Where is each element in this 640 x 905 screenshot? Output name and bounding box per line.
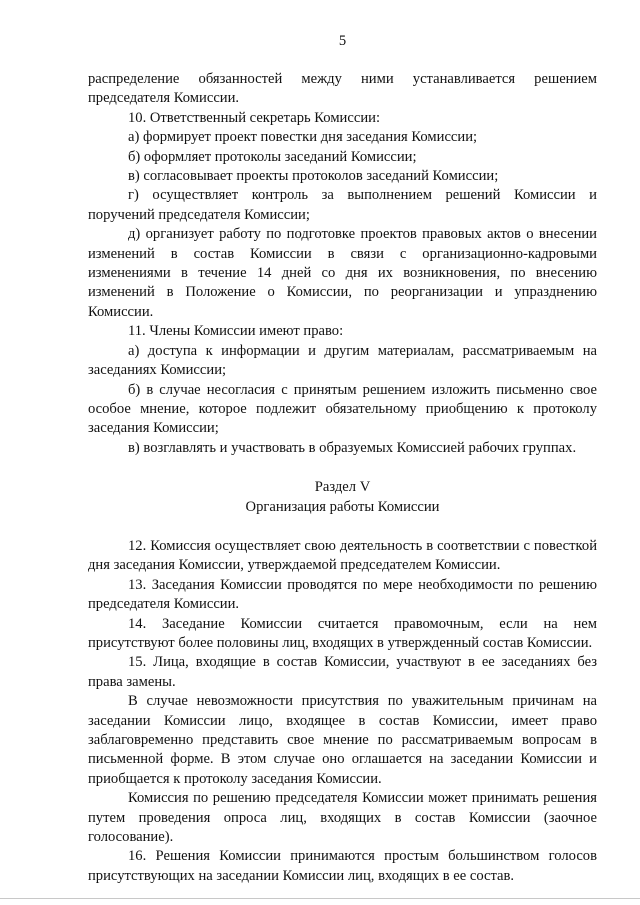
paragraph-10v: в) согласовывает проекты протоколов заседаний Комиссии; bbox=[128, 168, 499, 185]
spacer bbox=[88, 517, 597, 537]
spacer bbox=[88, 458, 597, 478]
paragraph-continuation: распределение обязанностей между ними устанавливается решением председателя Комиссии. bbox=[88, 71, 597, 107]
paragraph-10a: а) формирует проект повестки дня заседания Комиссии; bbox=[128, 129, 478, 146]
paragraph-item-13: 13. Заседания Комиссии проводятся по мере необходимости по решению председателя Комиссии. bbox=[88, 576, 597, 613]
paragraph-10b: б) оформляет протоколы заседаний Комиссии; bbox=[128, 148, 417, 165]
paragraph-absence: В случае невозможности присутствия по уважительным причинам на заседании Комиссии лицо, входящее в состав Комиссии, имеет право заблаговременно представить свое мнение по рассматриваемым вопросам в письменной форме. В этом случае оно оглашается на заседании Комиссии и приобщается к протоколу заседания Комиссии. bbox=[88, 693, 597, 787]
paragraph-item-10: 10. Ответственный секретарь Комиссии: bbox=[128, 109, 380, 126]
paragraph-item-11: 11. Члены Комиссии имеют право: bbox=[128, 323, 344, 340]
paragraph-absentee-voting: Комиссия по решению председателя Комиссии может принимать решения путем проведения опроса лиц, входящих в состав Комиссии (заочное голосование). bbox=[88, 790, 597, 846]
section-title: Организация работы Комиссии bbox=[245, 498, 440, 515]
paragraph-item-12: 12. Комиссия осуществляет свою деятельность в соответствии с повесткой дня заседания Комиссии, утверждаемой председателем Комиссии. bbox=[88, 537, 597, 574]
paragraph-10d: д) организует работу по подготовке проектов правовых актов о внесении изменений в состав Комиссии в связи с организационно-кадровыми изменениями в течение 14 дней со дня их возникновения, по внесению изменений в Положение о Комиссии, по реорганизации и упразднению Комиссии. bbox=[88, 226, 597, 320]
paragraph-11b: б) в случае несогласия с принятым решением изложить письменно свое особое мнение, которое подлежит обязательному приобщению к протоколу заседания Комиссии; bbox=[88, 381, 597, 437]
section-number: Раздел V bbox=[314, 479, 371, 496]
paragraph-item-15: 15. Лица, входящие в состав Комиссии, участвуют в ее заседаниях без права замены. bbox=[88, 654, 597, 690]
page-number: 5 bbox=[338, 33, 347, 49]
paragraph-11v: в) возглавлять и участвовать в образуемых Комиссией рабочих группах. bbox=[128, 439, 577, 456]
paragraph-item-14: 14. Заседание Комиссии считается правомочным, если на нем присутствуют более половины лиц, входящих в утвержденный состав Комиссии. bbox=[88, 615, 597, 651]
scan-bottom-edge bbox=[0, 898, 640, 899]
paragraph-10g: г) осуществляет контроль за выполнением решений Комиссии и поручений председателя Комиссии; bbox=[88, 187, 597, 223]
document-page bbox=[88, 32, 597, 886]
paragraph-11a: а) доступа к информации и другим материалам, рассматриваемым на заседаниях Комиссии; bbox=[88, 342, 597, 379]
paragraph-item-16: 16. Решения Комиссии принимаются простым большинством голосов присутствующих на заседании Комиссии лиц, входящих в ее состав. bbox=[88, 848, 597, 884]
